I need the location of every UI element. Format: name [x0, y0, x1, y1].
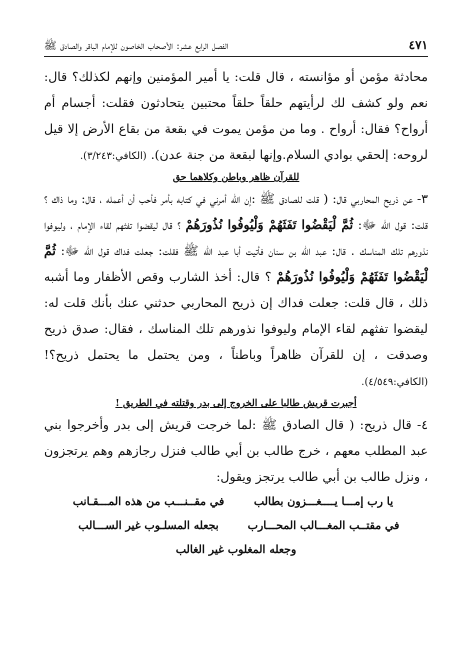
running-title: الفصل الرابع عشر: الأصحاب الخاصون للإمام الباقر والصادق ﷺ — [44, 40, 229, 52]
citation-2: (الكافي:٤/٥٤٩). — [361, 377, 428, 388]
section-heading-2-text: أجبرت قريش طالبا على الخروج إلى بدر وقتلته في الطريق ! — [115, 398, 357, 409]
poem-line-2-first: في مقتــب المغـــالب المحـــارب — [247, 519, 400, 532]
paragraph-2-part-1: ٣- عن ذريح المحاربي قال: ( قلت للصادق ﷺ :إن الله أمرني في كتابه بأمر فأحب أن أعمله ، قال: وما ذاك ؟ قلت: قول الله ﷻ: — [44, 191, 429, 232]
poem — [68, 490, 404, 562]
paragraph-3 — [44, 412, 428, 490]
section-heading-2 — [44, 396, 428, 412]
poem-line-3: وجعله المغلوب غير الغالب — [175, 543, 297, 556]
quran-verse-2: ثُمَّ لْيَقْضُوا تَفَثَهُمْ وَلْيُوفُوا نُذُورَهُمْ — [44, 243, 428, 284]
header-divider — [44, 56, 428, 57]
section-heading-1 — [44, 170, 428, 186]
paragraph-2-part-2: ؟ قال ليقضوا تفثهم لقاء الإمام ، وليوفوا نذورهم تلك المناسك . قال: عبد الله بن سنان فأتيت أبا عبد الله ﷺ فقلت: جعلت فداك قول الله ﷻ: — [44, 217, 428, 258]
paragraph-2-part-3: ؟ قال: أخذ الشارب وقص الأظفار وما أشبه ذلك ، قال قلت: جعلت فداك إن ذريح المحاربي حدثني عنك بأنك قلت له: ليقضوا تفثهم لقاء الإمام وليوفوا نذورهم تلك المناسك ، فقال: صدق ذريح وصدقت ، إن للقرآن ظاهراً وباطناً ، ومن يحتمل ما يحتمل ذريح؟! — [44, 269, 428, 362]
paragraph-3-text: ٤- قال ذريح: ( قال الصادق ﷺ :لما خرجت قريش إلى بدر وأخرجوا بني عبد المطلب معهم ، خرج طالب بن أبي طالب فنزل رجازهم وهم يرتجزون ، ونزل طالب بن أبي طالب يرتجز ويقول: — [44, 417, 428, 484]
page-number: ٤٧١ — [408, 38, 428, 52]
section-heading-1-text: للقرآن ظاهر وباطن وكلاهما حق — [172, 172, 300, 183]
paragraph-1-text: محادثة مؤمن أو مؤانسته ، قال قلت: يا أمير المؤمنين وإنهم لكذلك؟ قال: نعم ولو كشف لك لرأيتهم حلقاً حلقاً محتبين يتحادثون فقلت: أجسام أم أرواح؟ فقال: أرواح . وما من مؤمن يموت في بقعة من بقاع الأرض إلا قيل لروحه: إلحقي بوادي السلام.وإنها لبقعة من جنة عدن). — [44, 69, 428, 162]
body-text — [44, 64, 428, 562]
page-header — [44, 38, 428, 53]
citation-1: (الكافي:٣/٢٤٣). — [79, 151, 147, 162]
paragraph-1 — [44, 64, 428, 170]
paragraph-2 — [44, 186, 428, 396]
poem-line-1-second: في مقــنـــب من هذه المـــقـانب — [72, 495, 225, 508]
poem-line-1-first: يا رب إمـــا يــــغـــزون بطالب — [253, 495, 394, 508]
quran-verse-1: ثُمَّ لْيَقْضُوا تَفَثَهُمْ وَلْيُوفُوا نُذُورَهُمْ — [185, 217, 354, 232]
poem-line-2-second: بجعله المسلـوب غير الســـالب — [78, 519, 219, 532]
